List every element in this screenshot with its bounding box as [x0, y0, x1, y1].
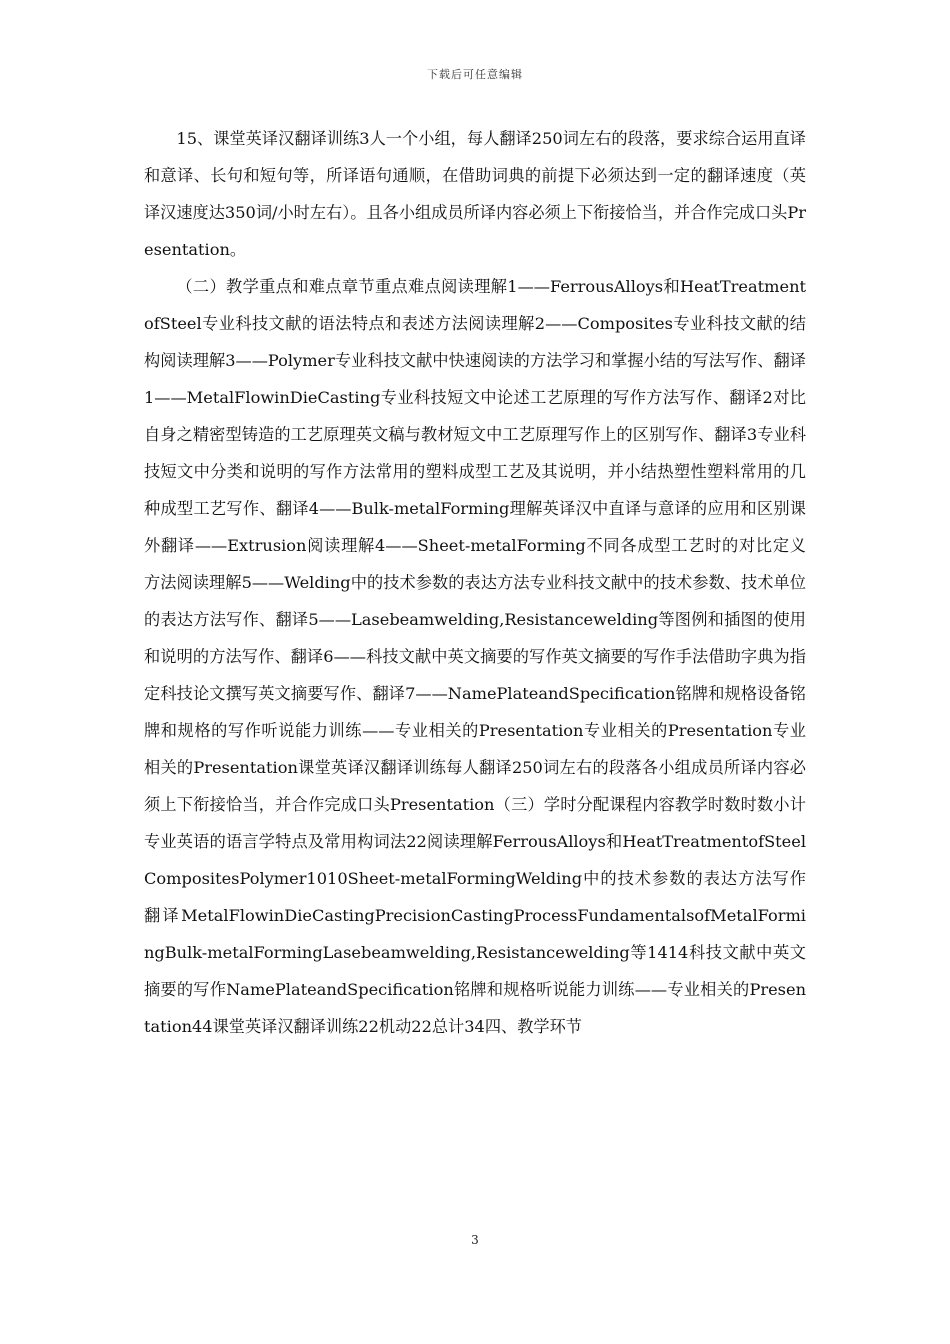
document-body	[144, 120, 806, 1045]
paragraph-key-points: （二）教学重点和难点章节重点难点阅读理解1——FerrousAlloys和HeatTreatmentofSteel专业科技文献的语法特点和表述方法阅读理解2——Composites专业科技文献的结构阅读理解3——Polymer专业科技文献中快速阅读的方法学习和掌握小结的写法写作、翻译1——MetalFlowinDieCasting专业科技短文中论述工艺原理的写作方法写作、翻译2对比自身之精密型铸造的工艺原理英文稿与教材短文中工艺原理写作上的区别写作、翻译3专业科技短文中分类和说明的写作方法常用的塑料成型工艺及其说明，并小结热塑性塑料常用的几种成型工艺写作、翻译4——Bulk-metalForming理解英译汉中直译与意译的应用和区别课外翻译——Extrusion阅读理解4——Sheet-metalForming不同各成型工艺时的对比定义方法阅读理解5——Welding中的技术参数的表达方法专业科技文献中的技术参数、技术单位的表达方法写作、翻译5——Lasebeamwelding,Resistancewelding等图例和插图的使用和说明的方法写作、翻译6——科技文献中英文摘要的写作英文摘要的写作手法借助字典为指定科技论文撰写英文摘要写作、翻译7——NamePlateandSpecification铭牌和规格设备铭牌和规格的写作听说能力训练——专业相关的Presentation专业相关的Presentation专业相关的Presentation课堂英译汉翻译训练每人翻译250词左右的段落各小组成员所译内容必须上下衔接恰当，并合作完成口头Presentation（三）学时分配课程内容教学时数时数小计专业英语的语言学特点及常用构词法22阅读理解FerrousAlloys和HeatTreatmentofSteelCompositesPolymer1010Sheet-metalFormingWelding中的技术参数的表达方法写作翻译MetalFlowinDieCastingPrecisionCastingProcessFundamentalsofMetalFormingBulk-metalFormingLasebeamwelding,Resistancewelding等1414科技文献中英文摘要的写作NamePlateandSpecification铭牌和规格听说能力训练——专业相关的Presentation44课堂英译汉翻译训练22机动22总计34四、教学环节	[144, 277, 806, 1036]
page-header: 下载后可任意编辑	[427, 68, 523, 81]
paragraph-translation-training: 15、课堂英译汉翻译训练3人一个小组，每人翻译250词左右的段落，要求综合运用直译和意译、长句和短句等，所译语句通顺，在借助词典的前提下必须达到一定的翻译速度（英译汉速度达350词/小时左右）。且各小组成员所译内容必须上下衔接恰当，并合作完成口头Presentation。	[144, 129, 807, 259]
page-number: 3	[471, 1233, 479, 1247]
